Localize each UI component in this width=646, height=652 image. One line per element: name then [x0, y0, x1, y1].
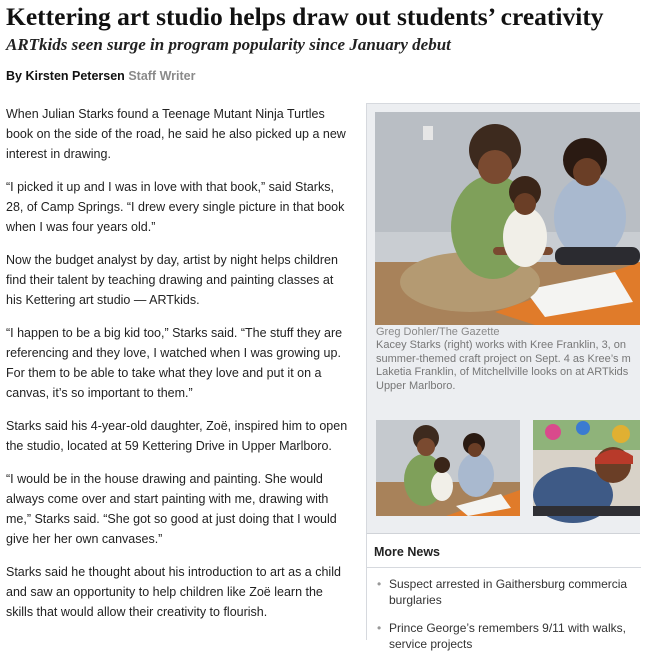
- byline-prefix: By: [6, 69, 22, 83]
- article-paragraph: [6, 104, 356, 164]
- caption-line: Upper Marlboro.: [376, 379, 456, 392]
- news-link-title[interactable]: Suspect arrested in Gaithersburg commercia: [389, 577, 628, 591]
- byline-role: Staff Writer: [128, 69, 196, 83]
- news-link-2[interactable]: [377, 620, 641, 651]
- byline-author[interactable]: Kirsten Petersen: [25, 69, 125, 83]
- paragraph-line: “I happen to be a big kid too,” Starks said. “The stuff they are: [6, 326, 343, 340]
- paragraph-line: his Kettering art studio — ARTkids.: [6, 293, 200, 307]
- caption-line: summer-themed craft project on Sept. 4 as Kree’s m: [376, 352, 631, 365]
- paragraph-line: when I was four years old.”: [6, 220, 156, 234]
- thumbnail-illustration: [376, 420, 520, 516]
- caption-line: Kacey Starks (right) works with Kree Franklin, 3, on: [376, 339, 627, 351]
- gallery-thumbnail-2[interactable]: [533, 420, 640, 516]
- paragraph-line: the studio, located at 59 Kettering Drive in Upper Marlboro.: [6, 439, 332, 453]
- news-link-title-continued[interactable]: service projects: [389, 637, 473, 651]
- paragraph-line: find their talent by teaching drawing and painting classes at: [6, 273, 334, 287]
- paragraph-line: canvas, it’s so important to them.”: [6, 386, 193, 400]
- paragraph-line: Starks said his 4-year-old daughter, Zoë, inspired him to open: [6, 419, 348, 433]
- main-photo-illustration: [375, 112, 640, 325]
- news-link-title-continued[interactable]: burglaries: [389, 593, 442, 607]
- thumbnail-illustration: [533, 420, 640, 516]
- paragraph-line: always come over and start painting with me, drawing with: [6, 492, 329, 506]
- article-paragraph: [6, 250, 356, 310]
- paragraph-line: Now the budget analyst by day, artist by night helps children: [6, 253, 338, 267]
- gallery-thumbnail-1[interactable]: [376, 420, 520, 516]
- paragraph-line: referencing and they love, I watched when I was growing up.: [6, 346, 341, 360]
- more-news-panel: [366, 533, 640, 651]
- news-link-1[interactable]: [377, 576, 641, 608]
- paragraph-line: book on the side of the road, he said he also picked up a new: [6, 127, 346, 141]
- bullet-icon: •: [377, 621, 382, 635]
- paragraph-line: and saw an opportunity to help children like Zoë learn the: [6, 585, 323, 599]
- bullet-icon: •: [377, 577, 382, 591]
- paragraph-line: For them to be able to take what they love and put it on a: [6, 366, 322, 380]
- paragraph-line: interest in drawing.: [6, 147, 111, 161]
- caption-line: Laketia Franklin, of Mitchellville looks on at ARTkids: [376, 366, 629, 378]
- news-link-title[interactable]: Prince George’s remembers 9/11 with walks,: [389, 621, 626, 635]
- article-paragraph: [6, 177, 356, 237]
- more-news-divider: [367, 567, 641, 568]
- article-paragraph: [6, 562, 356, 622]
- paragraph-line: When Julian Starks found a Teenage Mutant Ninja Turtles: [6, 107, 325, 121]
- article-body: [6, 104, 356, 635]
- article-paragraph: [6, 323, 356, 403]
- article-paragraph: [6, 416, 356, 456]
- byline: [6, 67, 195, 85]
- paragraph-line: skills that would allow their creativity to flourish.: [6, 605, 268, 619]
- paragraph-line: Starks said he thought about his introduction to art as a child: [6, 565, 341, 579]
- paragraph-line: “I picked it up and I was in love with that book,” said Starks,: [6, 180, 334, 194]
- more-news-title: More News: [374, 545, 440, 559]
- main-photo[interactable]: [375, 112, 640, 325]
- paragraph-line: give her her own canvases.”: [6, 532, 163, 546]
- article-headline: Kettering art studio helps draw out students’ creativity: [6, 2, 604, 31]
- photo-credit: Greg Dohler/The Gazette: [376, 326, 500, 338]
- article-subheadline: ARTkids seen surge in program popularity since January debut: [6, 35, 451, 54]
- paragraph-line: me,” Starks said. “She got so good at just doing that I would: [6, 512, 337, 526]
- paragraph-line: “I would be in the house drawing and painting. She would: [6, 472, 323, 486]
- article-paragraph: [6, 469, 356, 549]
- photo-caption: [376, 339, 640, 393]
- paragraph-line: 28, of Camp Springs. “I drew every single picture in that book: [6, 200, 345, 214]
